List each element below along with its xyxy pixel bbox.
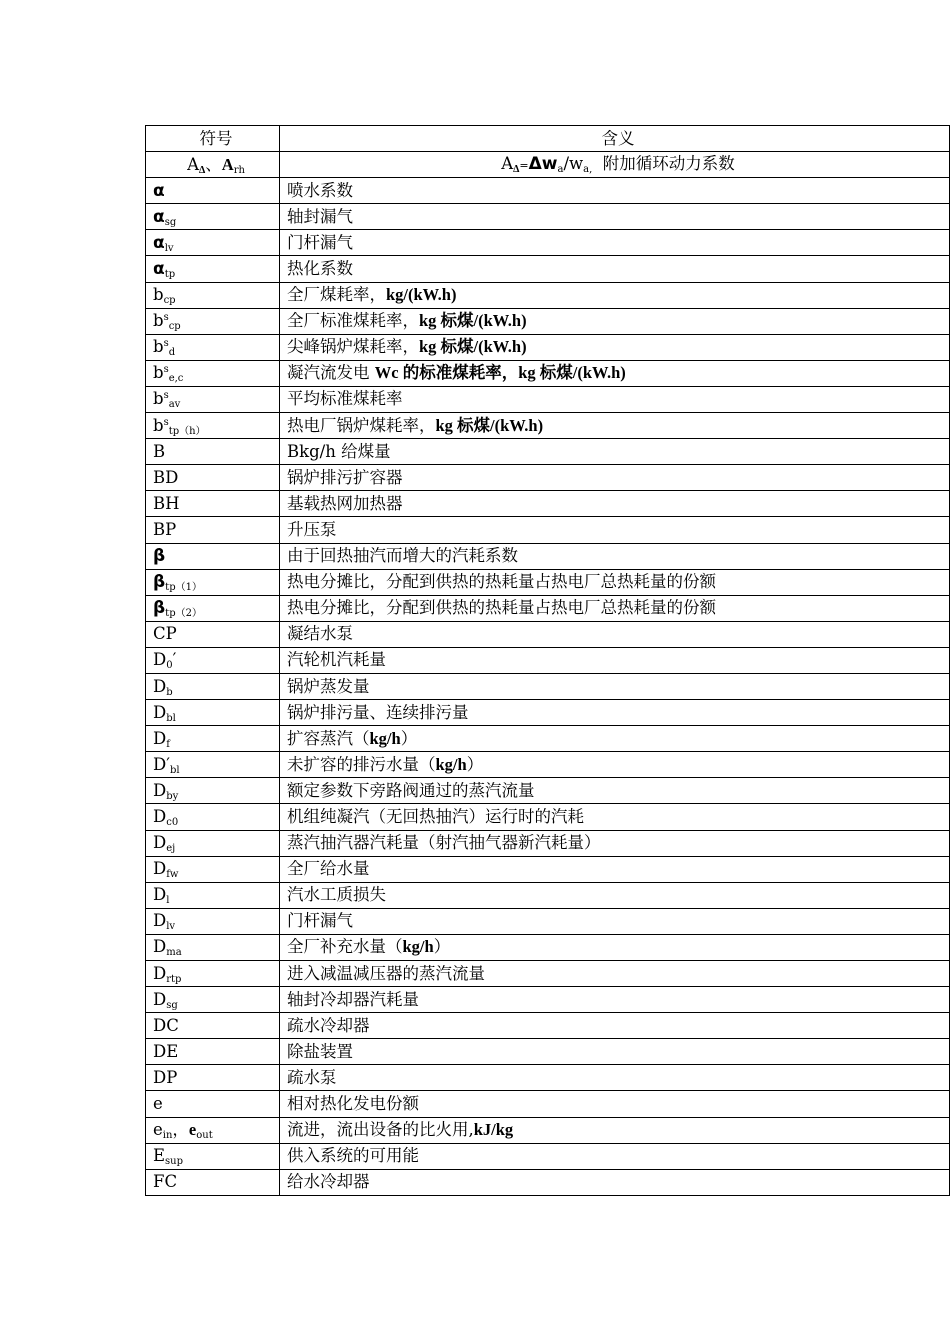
table-row	[146, 700, 950, 726]
meaning-cell	[280, 413, 950, 439]
table-row	[146, 1065, 950, 1091]
symbol-table	[145, 125, 950, 1196]
meaning-cell	[280, 961, 950, 987]
symbol-superscript: s	[163, 390, 169, 402]
symbol-subscript: av	[168, 399, 181, 411]
table-row	[146, 882, 950, 908]
symbol-base: A	[221, 154, 234, 174]
table-row	[146, 1013, 950, 1039]
symbol-prime: ′	[172, 650, 177, 670]
symbol-cell	[146, 830, 280, 856]
symbol-cell	[146, 934, 280, 960]
symbol-cell	[146, 908, 280, 934]
formula-part: A	[501, 153, 514, 173]
symbol-subscript: rh	[233, 164, 245, 176]
symbol-subscript: fw	[166, 869, 179, 881]
table-row	[146, 726, 950, 752]
symbol-base: D′	[153, 754, 170, 774]
symbol-cell	[146, 1169, 280, 1195]
meaning-unit: kg/h	[402, 937, 434, 957]
formula-part: Δw	[528, 153, 558, 174]
table-row	[146, 465, 950, 491]
meaning-text: 疏水冷却器	[287, 1015, 370, 1035]
symbol-cell	[146, 517, 280, 543]
meaning-text: 尖峰锅炉煤耗率，	[287, 337, 419, 357]
symbol-subscript: sg	[166, 999, 178, 1011]
meaning-text: 轴封漏气	[287, 206, 353, 226]
symbol-subscript: bl	[166, 712, 176, 724]
meaning-text: 进入减温减压器的蒸汽流量	[287, 963, 485, 983]
symbol-subscript: bl	[169, 764, 180, 776]
table-row	[146, 282, 950, 308]
meaning-cell	[280, 1065, 950, 1091]
meaning-text: 锅炉蒸发量	[287, 676, 370, 696]
meaning-unit: kg/(kW.h)	[386, 285, 457, 305]
symbol-cell	[146, 804, 280, 830]
symbol-base: e	[188, 1120, 197, 1140]
meaning-cell	[280, 543, 950, 569]
meaning-text: 由于回热抽汽而增大的汽耗系数	[287, 546, 518, 566]
table-row	[146, 308, 950, 334]
symbol-base: DP	[153, 1067, 178, 1087]
symbol-base: e	[153, 1094, 163, 1114]
symbol-cell	[146, 856, 280, 882]
symbol-cell	[146, 178, 280, 204]
symbol-cell	[146, 647, 280, 673]
symbol-cell	[146, 673, 280, 699]
table-row	[146, 1091, 950, 1117]
symbol-cell	[146, 726, 280, 752]
symbol-base: BD	[153, 467, 179, 487]
meaning-cell	[280, 987, 950, 1013]
meaning-unit: kg 标煤/(kW.h)	[435, 415, 544, 435]
symbol-cell	[146, 595, 280, 621]
symbol-subscript: lv	[164, 242, 174, 254]
meaning-cell	[280, 908, 950, 934]
meaning-cell	[280, 491, 950, 517]
symbol-base: FC	[153, 1172, 178, 1192]
symbol-base: B	[153, 441, 166, 461]
table-row	[146, 908, 950, 934]
meaning-cell	[280, 334, 950, 360]
meaning-text: 扩容蒸汽（	[287, 728, 370, 748]
symbol-subscript: Δ	[198, 164, 206, 176]
symbol-base: D	[153, 963, 167, 983]
meaning-cell	[280, 856, 950, 882]
meaning-text: 额定参数下旁路阀通过的蒸汽流量	[287, 780, 535, 800]
meaning-cell	[280, 1013, 950, 1039]
header-symbol: 符号	[146, 126, 280, 152]
meaning-cell	[280, 1091, 950, 1117]
meaning-text: ）	[400, 728, 418, 748]
symbol-base: A	[187, 154, 199, 174]
symbol-subscript: b	[166, 686, 173, 698]
symbol-subscript: d	[168, 347, 176, 359]
meaning-text: 轴封冷却器汽耗量	[287, 989, 419, 1009]
meaning-unit: Wc 的标准煤耗率，kg 标煤/(kW.h)	[374, 363, 626, 383]
meaning-text: 附加循环动力系数	[592, 153, 735, 173]
formula-equals: =	[519, 158, 529, 172]
symbol-cell	[146, 491, 280, 517]
meaning-unit: kg 标煤/(kW.h)	[419, 337, 527, 357]
symbol-cell	[146, 987, 280, 1013]
meaning-text: 锅炉排污量、连续排污量	[287, 702, 469, 722]
symbol-base: b	[153, 389, 164, 409]
table-row	[146, 543, 950, 569]
meaning-text: 凝汽流发电	[287, 363, 375, 383]
symbol-base: b	[153, 311, 164, 331]
meaning-cell	[280, 726, 950, 752]
symbol-base: D	[153, 833, 167, 853]
symbol-base: BP	[153, 519, 177, 539]
table-row	[146, 517, 950, 543]
symbol-subscript: c0	[166, 816, 179, 828]
symbol-subscript: tp（2）	[165, 608, 202, 620]
symbol-cell	[146, 282, 280, 308]
symbol-cell	[146, 1143, 280, 1169]
meaning-text: 喷水系数	[287, 180, 353, 200]
meaning-text: 凝结水泵	[287, 624, 353, 644]
meaning-text: 全厂补充水量（	[287, 937, 403, 957]
symbol-cell	[146, 1117, 280, 1143]
symbol-base: α	[153, 259, 165, 280]
symbol-subscript: tp（1）	[165, 582, 202, 594]
meaning-cell	[280, 517, 950, 543]
symbol-superscript: s	[163, 364, 169, 376]
meaning-cell	[280, 386, 950, 412]
symbol-base: α	[153, 206, 165, 227]
table-row	[146, 856, 950, 882]
symbol-subscript: sup	[165, 1156, 184, 1168]
meaning-text: 锅炉排污扩容器	[287, 467, 403, 487]
meaning-cell	[280, 1039, 950, 1065]
table-row	[146, 752, 950, 778]
symbol-superscript: s	[163, 338, 169, 350]
meaning-text: 门杆漏气	[287, 911, 353, 931]
table-row	[146, 934, 950, 960]
symbol-cell	[146, 1091, 280, 1117]
meaning-cell	[280, 256, 950, 282]
symbol-base: β	[153, 546, 166, 567]
meaning-cell	[280, 934, 950, 960]
meaning-text: 汽轮机汽耗量	[287, 650, 386, 670]
symbol-base: D	[153, 702, 167, 722]
symbol-base: D	[153, 937, 167, 957]
table-row	[146, 673, 950, 699]
meaning-text: 未扩容的排污水量（	[287, 754, 436, 774]
symbol-subscript: ma	[166, 947, 182, 959]
table-row	[146, 334, 950, 360]
meaning-cell	[280, 569, 950, 595]
symbol-subscript: f	[166, 738, 170, 750]
symbol-base: e	[153, 1120, 163, 1140]
symbol-cell	[146, 204, 280, 230]
table-row	[146, 1169, 950, 1195]
meaning-cell	[280, 830, 950, 856]
symbol-superscript: s	[163, 416, 169, 428]
table-row	[146, 413, 950, 439]
symbol-base: D	[153, 859, 167, 879]
symbol-cell	[146, 882, 280, 908]
symbol-subscript: e,c	[168, 373, 184, 385]
meaning-text: 除盐装置	[287, 1041, 353, 1061]
symbol-base: D	[153, 780, 167, 800]
meaning-unit: kJ/kg	[473, 1120, 514, 1140]
symbol-cell	[146, 1065, 280, 1091]
meaning-text: 平均标准煤耗率	[287, 389, 403, 409]
symbol-cell	[146, 439, 280, 465]
meaning-cell	[280, 204, 950, 230]
symbol-cell	[146, 961, 280, 987]
table-row	[146, 439, 950, 465]
symbol-cell	[146, 256, 280, 282]
symbol-cell	[146, 386, 280, 412]
symbol-base: D	[153, 728, 167, 748]
meaning-cell	[280, 1143, 950, 1169]
table-row	[146, 1143, 950, 1169]
symbol-base: D	[153, 885, 167, 905]
table-row	[146, 569, 950, 595]
symbol-base: β	[153, 572, 166, 593]
symbol-cell	[146, 752, 280, 778]
meaning-cell	[280, 647, 950, 673]
meaning-text: ）	[466, 754, 484, 774]
formula-part: /w	[563, 153, 584, 173]
table-row	[146, 386, 950, 412]
meaning-cell	[280, 282, 950, 308]
table-row	[146, 621, 950, 647]
table-row	[146, 804, 950, 830]
meaning-text: ）	[433, 937, 451, 957]
symbol-subscript: rtp	[166, 973, 182, 985]
symbol-base: D	[153, 989, 167, 1009]
symbol-cell	[146, 621, 280, 647]
table-row	[146, 360, 950, 386]
meaning-text: 蒸汽抽汽器汽耗量（射汽抽气器新汽耗量）	[287, 833, 601, 853]
symbol-base: DE	[153, 1041, 179, 1061]
table-row	[146, 1039, 950, 1065]
meaning-unit: kg/h	[369, 728, 401, 748]
symbol-base: α	[153, 232, 165, 253]
symbol-base: BH	[153, 493, 180, 513]
symbol-cell	[146, 413, 280, 439]
symbol-base: α	[153, 180, 165, 201]
meaning-text: 全厂标准煤耗率，	[287, 311, 419, 331]
symbol-subscript: ej	[166, 843, 176, 855]
table-header-row	[146, 126, 950, 152]
symbol-base: b	[153, 285, 164, 305]
meaning-text: 机组纯凝汽（无回热抽汽）运行时的汽耗	[287, 806, 584, 826]
meaning-text: 疏水泵	[287, 1067, 337, 1087]
symbol-subscript: out	[196, 1130, 213, 1142]
table-row	[146, 1117, 950, 1143]
meaning-cell	[280, 178, 950, 204]
symbol-superscript: s	[163, 312, 169, 324]
meaning-cell	[280, 804, 950, 830]
symbol-subscript: tp	[164, 269, 176, 281]
meaning-cell	[280, 700, 950, 726]
symbol-subscript: l	[166, 895, 170, 907]
symbol-base: D	[153, 650, 167, 670]
symbol-base: D	[153, 911, 167, 931]
symbol-base: D	[153, 806, 167, 826]
table-row	[146, 778, 950, 804]
symbol-cell	[146, 778, 280, 804]
meaning-cell	[280, 595, 950, 621]
symbol-base: DC	[153, 1015, 179, 1035]
meaning-cell	[280, 778, 950, 804]
symbol-cell	[146, 569, 280, 595]
meaning-text: 热电分摊比，分配到供热的热耗量占热电厂总热耗量的份额	[287, 598, 716, 618]
symbol-cell	[146, 1013, 280, 1039]
symbol-subscript: tp（h）	[168, 425, 206, 437]
meaning-text: 相对热化发电份额	[287, 1094, 419, 1114]
symbol-cell	[146, 334, 280, 360]
meaning-cell	[280, 882, 950, 908]
symbol-subscript: cp	[163, 295, 176, 307]
meaning-text: 基载热网加热器	[287, 493, 403, 513]
table-row	[146, 961, 950, 987]
symbol-cell	[146, 360, 280, 386]
meaning-text: 流进，流出设备的比火用,	[287, 1120, 474, 1140]
symbol-base: E	[153, 1146, 166, 1166]
table-row	[146, 595, 950, 621]
symbol-base: b	[153, 363, 164, 383]
meaning-cell	[280, 360, 950, 386]
symbol-base: D	[153, 676, 167, 696]
table-row	[146, 178, 950, 204]
meaning-text: Bkg/h 给煤量	[287, 441, 391, 461]
meaning-text: 全厂煤耗率，	[287, 285, 386, 305]
meaning-cell	[280, 308, 950, 334]
table-row	[146, 204, 950, 230]
table-row	[146, 830, 950, 856]
symbol-subscript: cp	[168, 321, 181, 333]
meaning-cell	[280, 152, 950, 178]
table-row	[146, 152, 950, 178]
symbol-cell	[146, 230, 280, 256]
formula-subscript: a	[557, 163, 564, 175]
symbol-cell	[146, 308, 280, 334]
symbol-subscript: sg	[164, 216, 177, 228]
symbol-subscript: lv	[166, 921, 176, 933]
table-row	[146, 987, 950, 1013]
meaning-cell	[280, 673, 950, 699]
meaning-cell	[280, 752, 950, 778]
symbol-separator: ，	[172, 1120, 189, 1140]
symbol-subscript: 0	[166, 660, 173, 672]
meaning-text: 全厂给水量	[287, 859, 370, 879]
meaning-text: 热电分摊比，分配到供热的热耗量占热电厂总热耗量的份额	[287, 572, 716, 592]
symbol-subscript: in	[162, 1130, 173, 1142]
symbol-cell	[146, 700, 280, 726]
meaning-cell	[280, 439, 950, 465]
meaning-text: 升压泵	[287, 519, 337, 539]
symbol-subscript: by	[166, 790, 179, 802]
meaning-cell	[280, 1169, 950, 1195]
meaning-cell	[280, 230, 950, 256]
meaning-unit: kg 标煤/(kW.h)	[419, 311, 527, 331]
table-row	[146, 491, 950, 517]
symbol-base: b	[153, 337, 164, 357]
meaning-text: 门杆漏气	[287, 232, 353, 252]
symbol-base: CP	[153, 624, 177, 644]
symbol-separator: 、	[205, 154, 222, 174]
table-row	[146, 647, 950, 673]
formula-subscript: Δ	[513, 163, 520, 175]
symbol-cell	[146, 465, 280, 491]
table-row	[146, 230, 950, 256]
formula-subscript: a,	[583, 163, 593, 175]
symbol-base: β	[153, 598, 166, 619]
table-row	[146, 256, 950, 282]
meaning-text: 热化系数	[287, 259, 353, 279]
meaning-text: 热电厂锅炉煤耗率，	[287, 415, 436, 435]
symbol-cell	[146, 543, 280, 569]
meaning-text: 给水冷却器	[287, 1172, 370, 1192]
header-meaning: 含义	[280, 126, 950, 152]
symbol-cell	[146, 1039, 280, 1065]
meaning-text: 供入系统的可用能	[287, 1146, 419, 1166]
meaning-unit: kg/h	[435, 754, 467, 774]
symbol-base: b	[153, 415, 164, 435]
meaning-text: 汽水工质损失	[287, 885, 386, 905]
meaning-cell	[280, 621, 950, 647]
meaning-cell	[280, 1117, 950, 1143]
meaning-cell	[280, 465, 950, 491]
symbol-cell	[146, 152, 280, 178]
